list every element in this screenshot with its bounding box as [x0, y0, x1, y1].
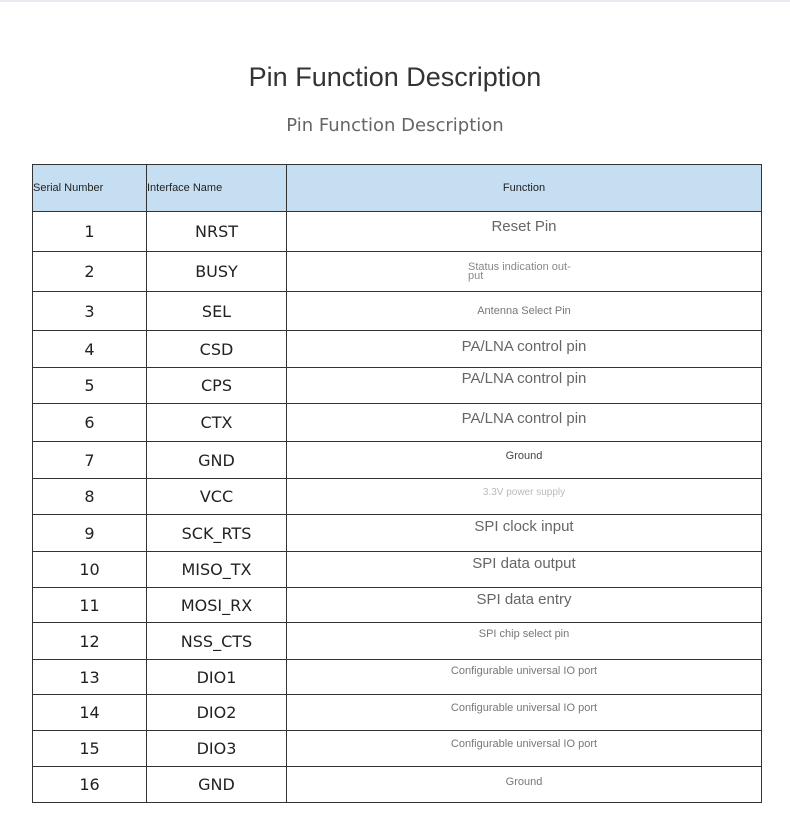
serial-number-cell: 11: [33, 588, 147, 623]
serial-number-cell: 13: [33, 660, 147, 695]
serial-number-cell: 8: [33, 479, 147, 515]
interface-name-cell: DIO1: [147, 660, 287, 695]
serial-number-cell: 9: [33, 515, 147, 552]
serial-number-cell: 1: [33, 212, 147, 252]
function-text: 3.3V power supply: [482, 487, 566, 498]
function-cell: [287, 442, 762, 479]
table-row: [33, 588, 762, 623]
table-header-row: [33, 165, 762, 212]
interface-name-cell: NSS_CTS: [147, 623, 287, 660]
interface-name-cell: GND: [147, 767, 287, 803]
pin-table: [32, 164, 762, 803]
interface-name-cell: DIO2: [147, 695, 287, 731]
serial-number-cell: 2: [33, 252, 147, 292]
function-cell: [287, 292, 762, 331]
table-row: [33, 515, 762, 552]
interface-name-cell: SCK_RTS: [147, 515, 287, 552]
header-serial-number: Serial Number: [33, 165, 147, 212]
serial-number-cell: 3: [33, 292, 147, 331]
function-cell: [287, 404, 762, 442]
table-row: [33, 767, 762, 803]
table-row: [33, 292, 762, 331]
function-cell: [287, 731, 762, 767]
interface-name-cell: NRST: [147, 212, 287, 252]
interface-name-cell: CSD: [147, 331, 287, 368]
interface-name-cell: MISO_TX: [147, 552, 287, 588]
function-cell: [287, 552, 762, 588]
function-cell: [287, 767, 762, 803]
function-text: Ground: [505, 775, 543, 788]
serial-number-cell: 7: [33, 442, 147, 479]
table-row: [33, 404, 762, 442]
interface-name-cell: SEL: [147, 292, 287, 331]
serial-number-cell: 15: [33, 731, 147, 767]
serial-number-cell: 16: [33, 767, 147, 803]
function-text: Configurable universal IO port: [450, 701, 598, 714]
table-row: [33, 552, 762, 588]
function-cell: [287, 623, 762, 660]
table-row: [33, 368, 762, 404]
table-row: [33, 331, 762, 368]
page-title: Pin Function Description: [248, 62, 542, 92]
function-text: Status indication out- put: [468, 260, 571, 282]
function-cell: [287, 588, 762, 623]
function-text: PA/LNA control pin: [461, 370, 587, 387]
page-subtitle: Pin Function Description: [286, 115, 504, 136]
serial-number-cell: 14: [33, 695, 147, 731]
function-text: SPI chip select pin: [478, 628, 570, 640]
interface-name-cell: VCC: [147, 479, 287, 515]
function-cell: [287, 212, 762, 252]
function-cell: [287, 252, 762, 292]
table-row: [33, 442, 762, 479]
function-text: SPI data output: [472, 555, 576, 572]
interface-name-cell: BUSY: [147, 252, 287, 292]
header-function: Function: [287, 165, 762, 212]
table-row: [33, 252, 762, 292]
function-text: PA/LNA control pin: [461, 410, 587, 427]
function-text: Antenna Select Pin: [477, 305, 571, 317]
interface-name-cell: GND: [147, 442, 287, 479]
serial-number-cell: 5: [33, 368, 147, 404]
function-text: SPI clock input: [474, 517, 574, 535]
function-text: Configurable universal IO port: [450, 665, 598, 677]
interface-name-cell: CPS: [147, 368, 287, 404]
table-row: [33, 660, 762, 695]
function-cell: [287, 695, 762, 731]
serial-number-cell: 12: [33, 623, 147, 660]
function-cell: [287, 660, 762, 695]
serial-number-cell: 4: [33, 331, 147, 368]
table-row: [33, 731, 762, 767]
function-text: Configurable universal IO port: [450, 737, 598, 750]
function-cell: [287, 368, 762, 404]
table-row: [33, 212, 762, 252]
interface-name-cell: MOSI_RX: [147, 588, 287, 623]
interface-name-cell: DIO3: [147, 731, 287, 767]
serial-number-cell: 10: [33, 552, 147, 588]
header-interface-name: Interface Name: [147, 165, 287, 212]
function-text: Reset Pin: [491, 218, 557, 235]
function-text: SPI data entry: [476, 590, 572, 608]
table-row: [33, 695, 762, 731]
interface-name-cell: CTX: [147, 404, 287, 442]
table-row: [33, 479, 762, 515]
table-row: [33, 623, 762, 660]
function-cell: [287, 515, 762, 552]
function-cell: [287, 479, 762, 515]
function-text: Ground: [505, 450, 543, 462]
function-text: PA/LNA control pin: [461, 337, 587, 355]
serial-number-cell: 6: [33, 404, 147, 442]
function-cell: [287, 331, 762, 368]
top-divider: [0, 0, 790, 2]
